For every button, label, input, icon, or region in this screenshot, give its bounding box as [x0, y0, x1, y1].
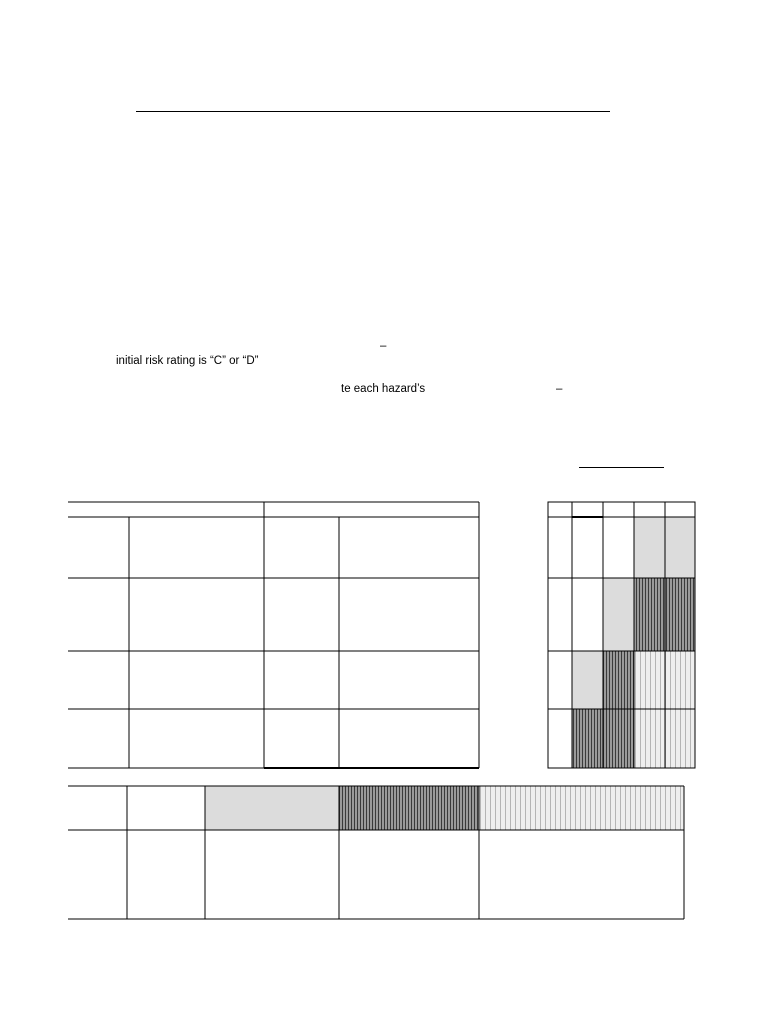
paragraph-dash-2: – — [556, 383, 563, 395]
risk-matrix — [548, 502, 695, 768]
paragraph-hazard-fragment: te each hazard’s — [341, 383, 426, 395]
hazard-table — [68, 502, 479, 768]
paragraph-dash: – — [380, 340, 387, 352]
paragraph-risk-rating-line: initial risk rating is “C” or “D” — [116, 355, 259, 367]
legend-table — [68, 786, 684, 919]
